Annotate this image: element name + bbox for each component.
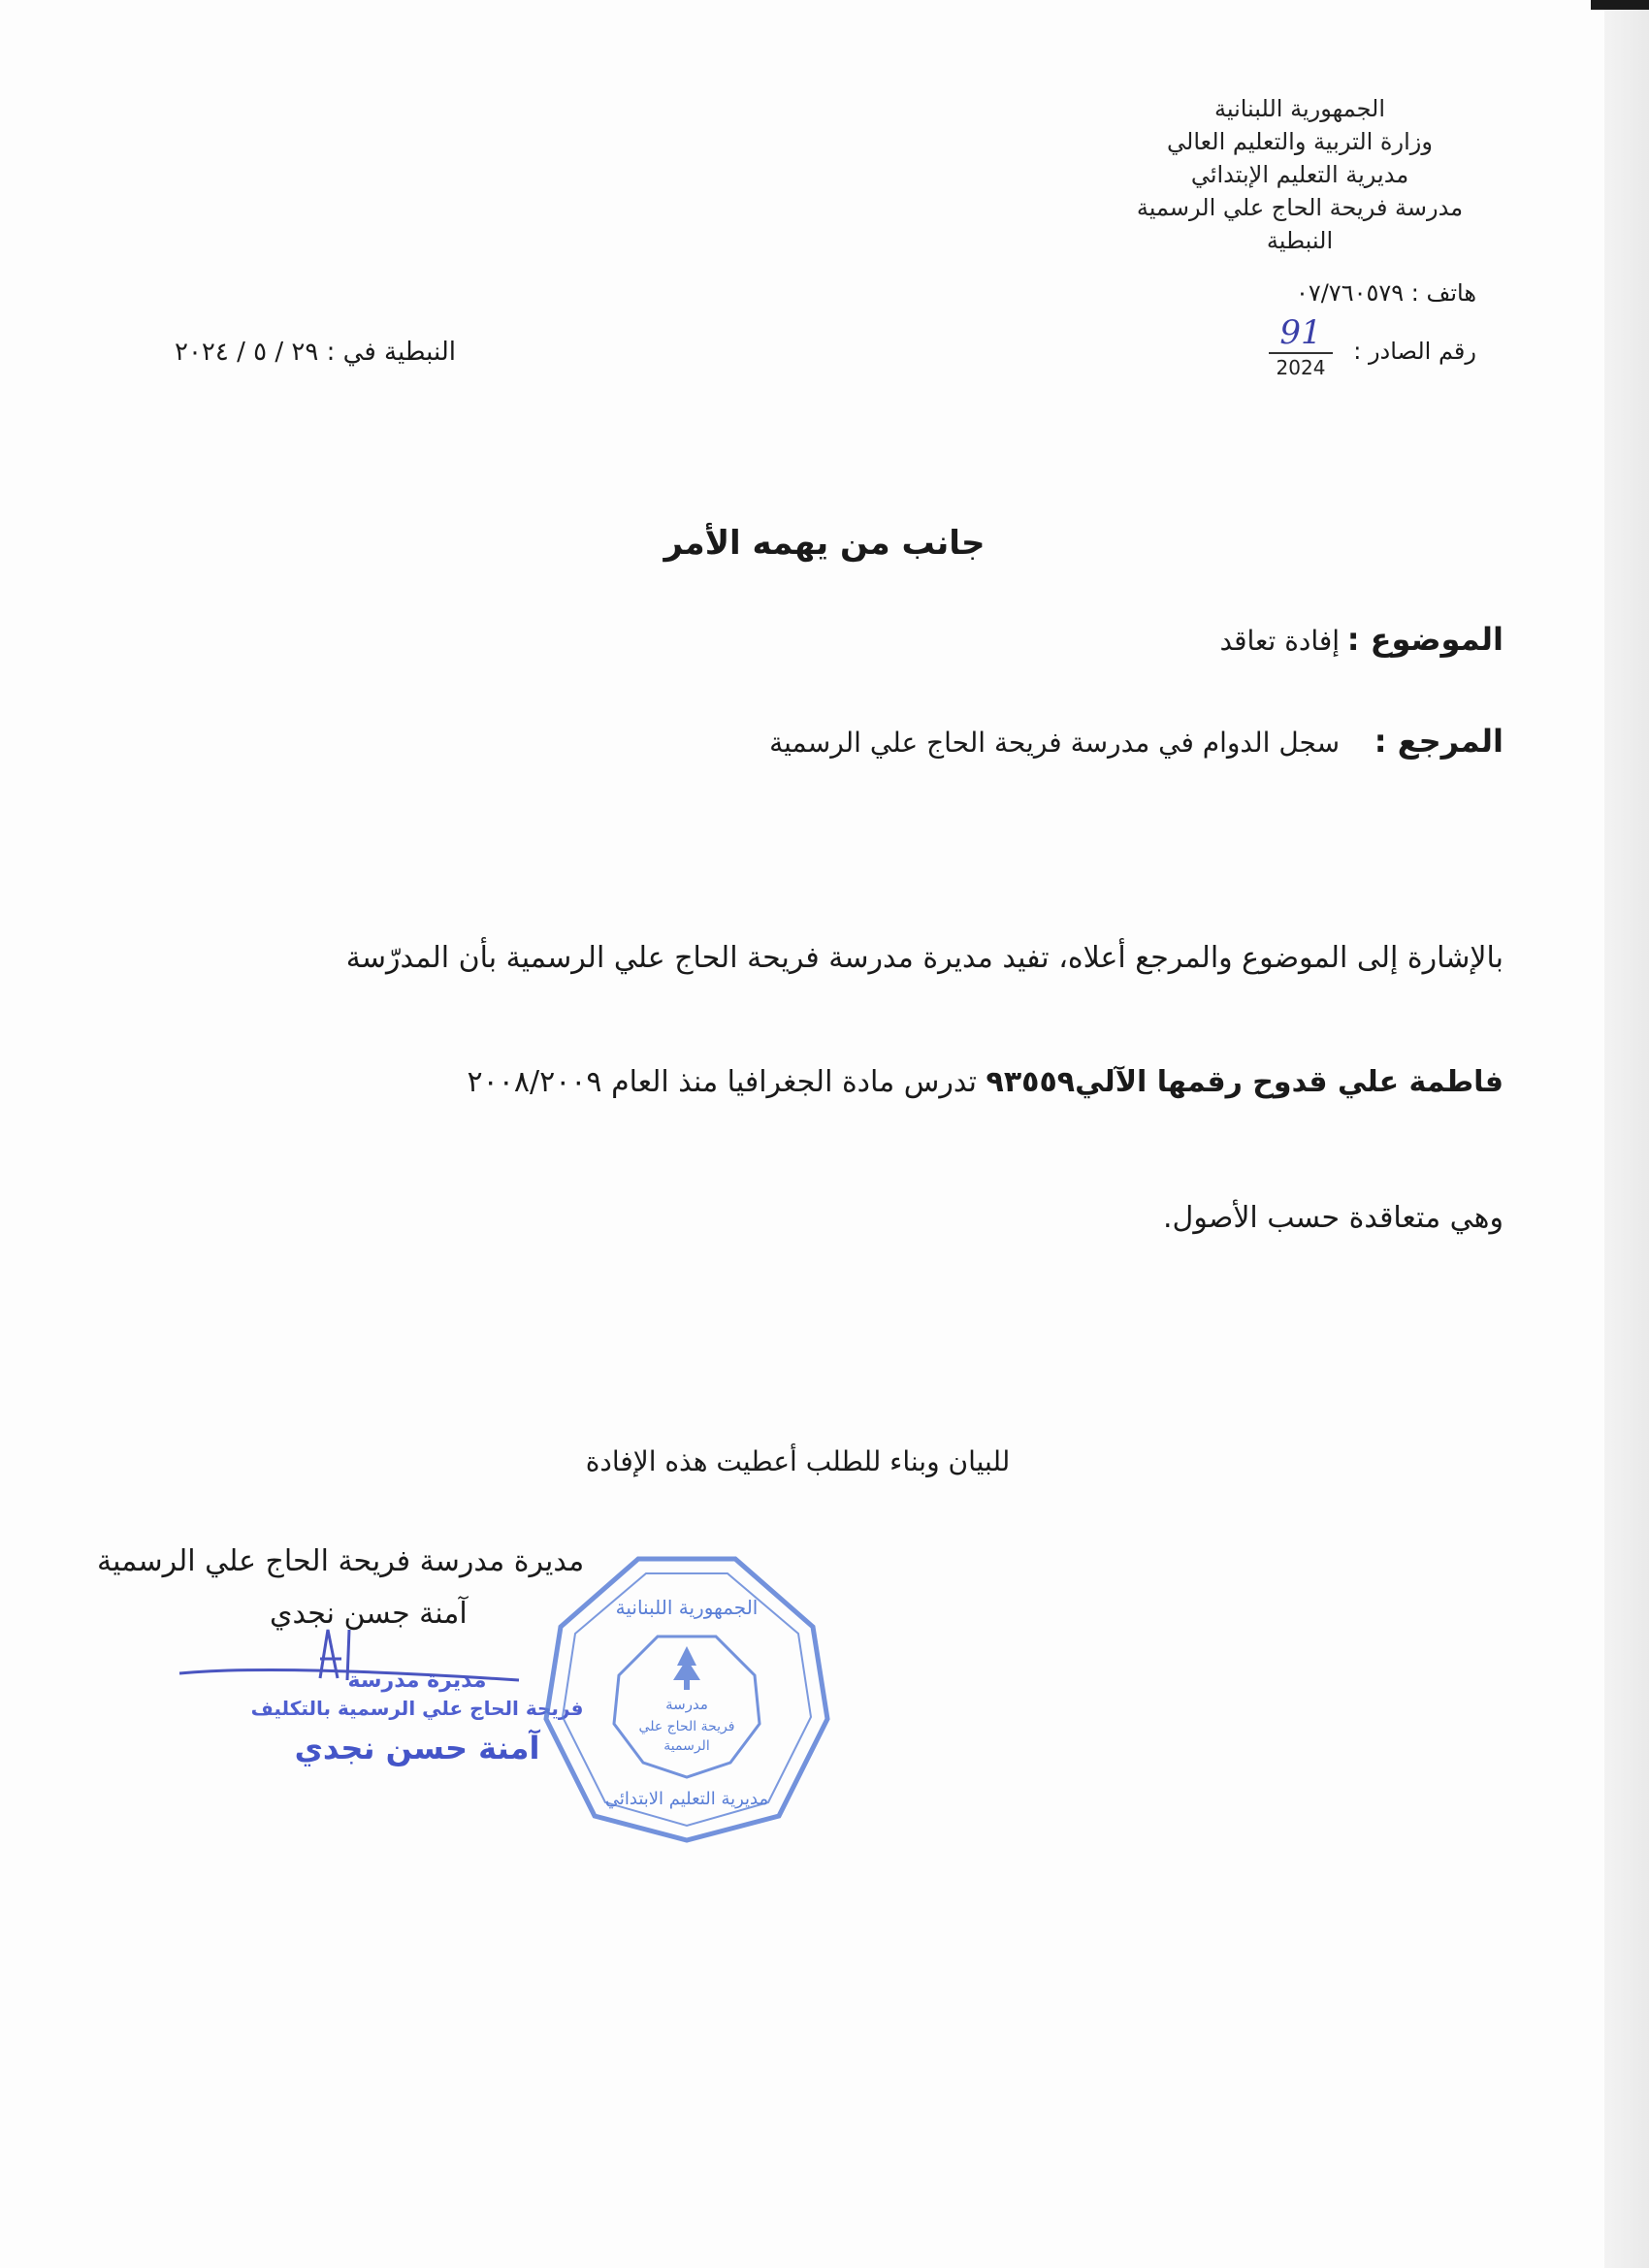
- seal-inner-line: مدرسة: [665, 1696, 708, 1713]
- subject-row: [1219, 621, 1504, 658]
- outgoing-ref-label: رقم الصادر :: [1353, 338, 1476, 365]
- ref-number-handwritten: 91: [1279, 313, 1322, 352]
- letterhead: [1096, 92, 1504, 257]
- seal-inner-line: فريحة الحاج علي: [638, 1719, 735, 1734]
- body-paragraph-3: وهي متعاقدة حسب الأصول.: [1163, 1201, 1504, 1235]
- official-seal: [532, 1544, 842, 1855]
- phone-number: هاتف : ٠٧/٧٦٠٥٧٩: [1295, 279, 1476, 307]
- body-paragraph-2: [468, 1065, 1504, 1099]
- seal-outer-top: الجمهورية اللبنانية: [615, 1596, 759, 1619]
- letterhead-line: النبطية: [1266, 227, 1334, 254]
- reference-row: [769, 723, 1504, 760]
- signatory-title: مديرة مدرسة فريحة الحاج علي الرسمية: [97, 1544, 585, 1578]
- closing-line: للبيان وبناء للطلب أعطيت هذه الإفادة: [585, 1445, 1011, 1477]
- stamp-line-1: مديرة مدرسة: [347, 1669, 487, 1693]
- teacher-name-id: فاطمة علي قدوح رقمها الآلي٩٣٥٥٩: [986, 1065, 1504, 1099]
- outgoing-ref-number: [1269, 315, 1333, 379]
- stamp-line-3: آمنة حسن نجدي: [294, 1730, 540, 1766]
- stamp-line-2: فريحة الحاج علي الرسمية بالتكليف: [250, 1697, 584, 1720]
- seal-inner-line: الرسمية: [663, 1738, 710, 1754]
- scan-edge: [1604, 0, 1649, 2268]
- subject-value: إفادة تعاقد: [1219, 625, 1341, 657]
- subject-label: الموضوع :: [1346, 621, 1504, 658]
- letterhead-line: وزارة التربية والتعليم العالي: [1167, 128, 1433, 155]
- date-line: النبطية في : ٢٩ / ٥ / ٢٠٢٤: [175, 338, 456, 367]
- seal-outer-bottom: مديرية التعليم الابتدائي: [604, 1789, 769, 1809]
- document-title: جانب من يهمه الأمر: [663, 524, 986, 563]
- scan-edge-mark: [1591, 0, 1649, 10]
- letterhead-line: الجمهورية اللبنانية: [1213, 95, 1386, 122]
- signatory-name: آمنة جسن نجدي: [270, 1597, 468, 1631]
- teaching-subject-text: تدرس مادة الجغرافيا منذ العام ٢٠٠٨/٢٠٠٩: [467, 1065, 986, 1099]
- body-paragraph-1: بالإشارة إلى الموضوع والمرجع أعلاه، تفيد مديرة مدرسة فريحة الحاج علي الرسمية بأن المدرّسة: [345, 941, 1504, 975]
- reference-value: سجل الدوام في مدرسة فريحة الحاج علي الرسمية: [769, 727, 1341, 759]
- reference-label: المرجع :: [1374, 723, 1504, 760]
- ref-year: 2024: [1276, 356, 1326, 379]
- letterhead-line: مديرية التعليم الإبتدائي: [1190, 161, 1409, 188]
- ref-divider: [1269, 352, 1333, 354]
- letterhead-line: مدرسة فريحة الحاج علي الرسمية: [1136, 194, 1464, 221]
